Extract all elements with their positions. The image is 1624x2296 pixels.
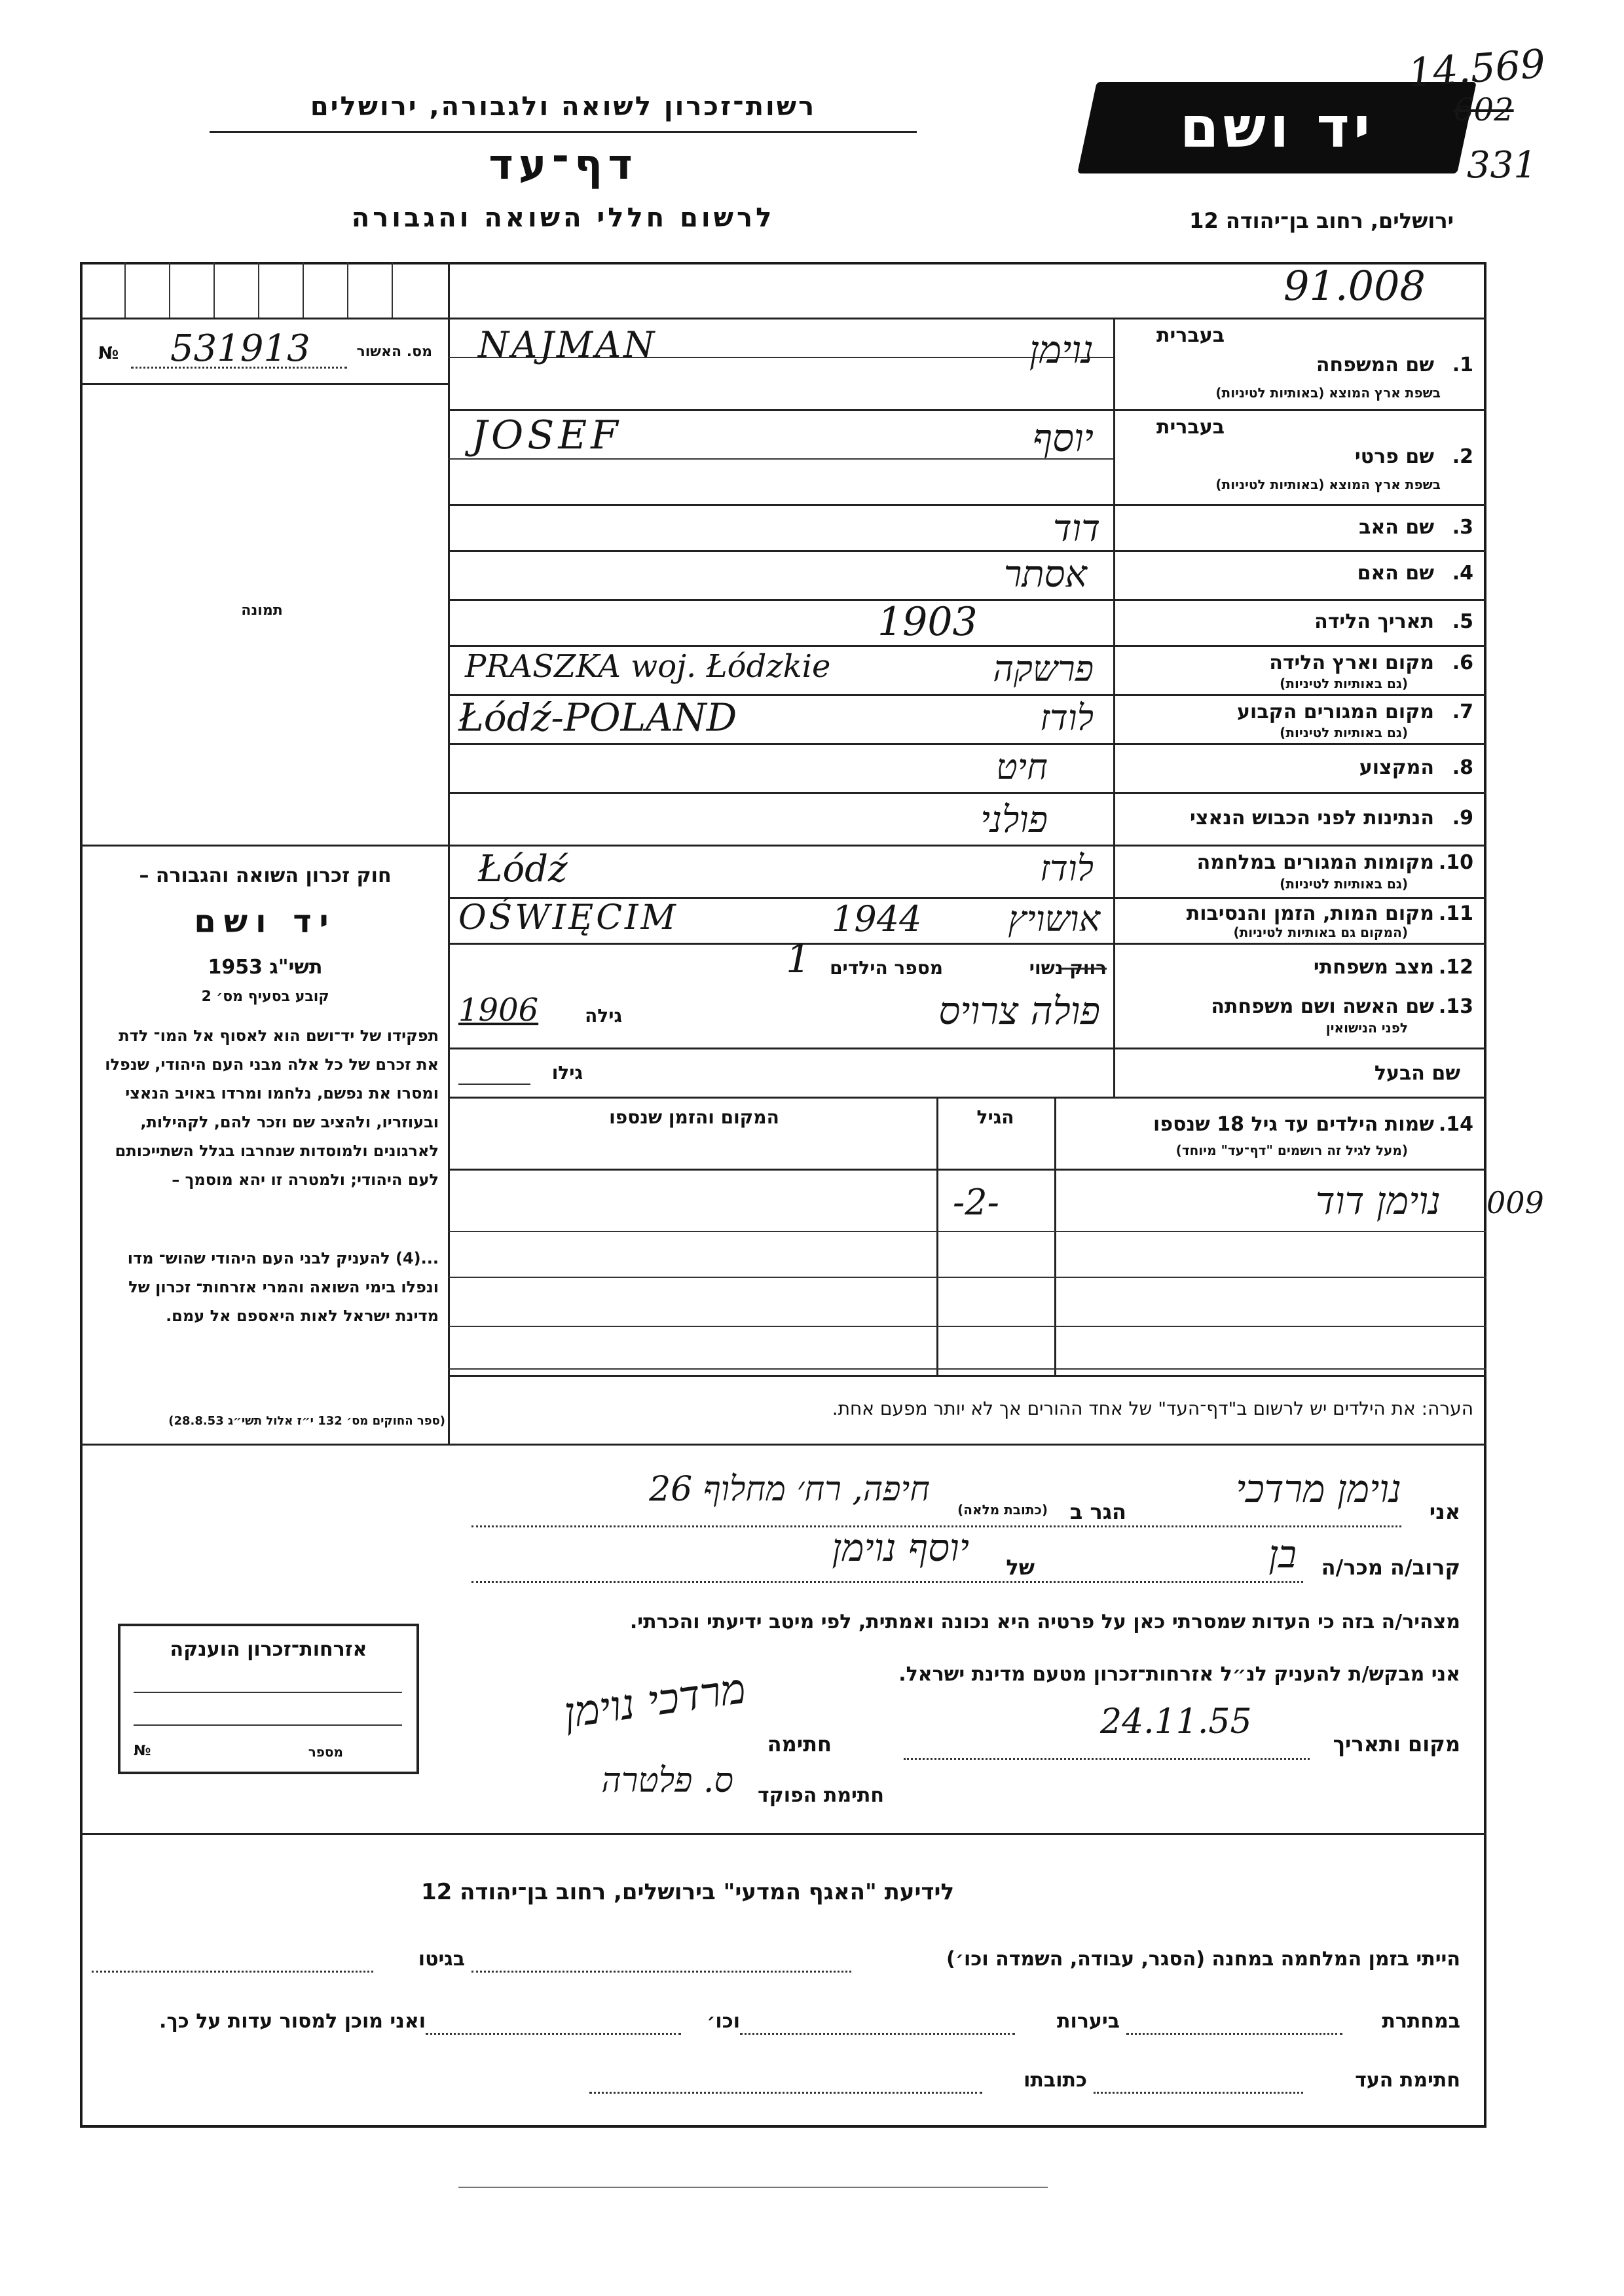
citizenship-box (118, 1624, 419, 1774)
field-5-num: 5. (1452, 610, 1473, 633)
field-6-num: 6. (1452, 651, 1473, 674)
row-sep (448, 409, 1486, 411)
law-name: יד ושם (194, 903, 337, 940)
info-dotted (471, 1971, 851, 1973)
decl-clerk-label: חתימת הפוקד (758, 1784, 884, 1807)
law-paragraph-1: תפקידו של יד־ושם הוא לאסוף אל המו־ לדת את זכרם של כל אלה מבני העם היהודי, שנפלו ומסרו את נפשם, נלחמו ומרדו באויב הנאצי ובעוזריו, ולהציב שם וזכר להם, לקהילות, לארגונים ולמוסדות שנחרבו בגלל השתייכותם לעם היהודי; ולמטרה זו יהא מוסמך – (105, 1027, 439, 1189)
decl-of-label: של (1006, 1555, 1035, 1580)
field-6-label: מקום וארץ הלידה (1269, 651, 1434, 674)
strip-cell (258, 262, 259, 318)
info-line2-d: ואני מוכן למסור עדות על כך. (159, 2010, 426, 2033)
field-4-value: אסתר (1003, 553, 1087, 596)
field-12-num: 12. (1438, 956, 1473, 979)
left-column-divider (448, 262, 450, 1444)
law-title: חוק זכרון השואה והגבורה – (139, 864, 392, 887)
field-13-label: שם האשה ושם משפחתה (1211, 995, 1434, 1018)
field-11-latin: OŚWIĘCIM (458, 898, 678, 938)
field-8-label: המקצוע (1359, 756, 1434, 779)
row-sep (448, 504, 1486, 506)
info-dotted (740, 2033, 1015, 2035)
child-age: -2- (953, 1182, 999, 1223)
row-sep (448, 1097, 1486, 1099)
info-dotted (426, 2033, 681, 2035)
field-10-sublabel: (גם באותיות לטיניות) (1280, 876, 1408, 892)
children-title: שמות הילדים עד גיל 18 שנספו (1153, 1113, 1434, 1136)
field-10-latin: Łódź (478, 848, 568, 890)
decl-relation: בן (1268, 1532, 1297, 1576)
field-1-num: 1. (1452, 354, 1473, 376)
field-11-sublabel: (המקום גם באותיות לטיניות) (1233, 924, 1408, 940)
info-dotted (1094, 2092, 1303, 2094)
children-col-place: המקום והזמן שנספו (609, 1106, 779, 1128)
field-2-sublabel: בשפת ארץ המוצא (באותיות לטיניות) (1215, 477, 1441, 492)
field-11-hebrew: אושויץ (1008, 898, 1100, 939)
field-12-options: רווק נשוי (1029, 957, 1107, 979)
field-7-hebrew: לודז (1039, 697, 1094, 738)
strip-cell (213, 262, 215, 318)
field-7-sublabel: (גם באותיות לטיניות) (1280, 725, 1408, 740)
strip-cell (392, 262, 393, 318)
citizenship-line (134, 1692, 402, 1693)
children-row-line (448, 1277, 1486, 1278)
field-3-label: שם האב (1359, 516, 1434, 539)
child-page-ref: 009 (1486, 1185, 1544, 1220)
field-2-in-hebrew: בעברית (1156, 416, 1225, 439)
field-3-value: דוד (1052, 507, 1100, 550)
citizenship-title: אזרחות־זכרון הוענקה (170, 1638, 367, 1661)
note-bottom-line (80, 1444, 1486, 1446)
top-strip-bottom (80, 318, 448, 319)
approval-value: 531913 (170, 327, 310, 370)
field-11-label: מקום המות, הזמן והנסיבות (1186, 902, 1434, 925)
decl-address-hint: (כתובת מלאה) (957, 1502, 1048, 1518)
field-1-hebrew: נוימן (1029, 327, 1094, 372)
info-dotted (589, 2092, 982, 2094)
field-13-sublabel: לפני הנישואין (1325, 1020, 1408, 1036)
citizenship-num-label: מספר (308, 1744, 343, 1760)
field-12-children-value: 1 (786, 936, 811, 982)
field-7-latin: Łódź-POLAND (458, 695, 737, 740)
citizenship-line (134, 1724, 402, 1726)
info-title: לידיעת "האגף המדעי" בירושלים, רחוב בן־יהודה 12 (420, 1879, 955, 1905)
law-clause: קובע בסעיף מס׳ 2 (201, 989, 329, 1005)
decl-date: 24.11.55 (1100, 1702, 1252, 1741)
archive-number-2: 331 (1467, 144, 1537, 187)
info-dotted (1126, 2033, 1342, 2035)
decl-statement: מצהיר/ה בזה כי העדות שמסרתי כאן על פרטיה היא נכונה ואמתית, לפי מיטב ידיעתי והכרתי. (629, 1611, 1460, 1633)
children-subtitle: (מעל לגיל זה רושמים "דף־עד" מיוחד) (1175, 1142, 1408, 1158)
field-6-sublabel: (גם באותיות לטיניות) (1280, 676, 1408, 691)
row-sep (448, 550, 1486, 552)
info-line1-a: הייתי בזמן המלחמה במחנה (הסגר, עבודה, השמדה וכו׳) (946, 1948, 1460, 1971)
row-sep (448, 792, 1486, 794)
field-11-num: 11. (1438, 902, 1473, 925)
field-13-age: 1906 (458, 992, 539, 1029)
strip-cell (303, 262, 304, 318)
field-13-value: פולה צרויס (938, 989, 1100, 1033)
row-sep (448, 845, 1486, 847)
field-10-label: מקומות המגורים במלחמה (1196, 851, 1434, 874)
children-header-bottom (448, 1169, 1486, 1171)
field-8-value: חיט (996, 746, 1048, 788)
field-5-value: 1903 (877, 599, 978, 645)
field-3-num: 3. (1452, 516, 1473, 539)
field-1-sublabel: בשפת ארץ המוצא (באותיות לטיניות) (1215, 385, 1441, 401)
husband-age-label: גילו (551, 1062, 583, 1084)
decl-i-label: אני (1429, 1499, 1460, 1524)
note-top-line (448, 1375, 1486, 1377)
decl-date-line (904, 1758, 1310, 1760)
field-12-strike (1061, 968, 1107, 970)
form-subtitle: לרשום חללי השואה והגבורה (351, 203, 775, 233)
field-2-hebrew: יוסף (1032, 416, 1094, 460)
info-top-line (80, 1833, 1486, 1835)
decl-resides-label: הגר ב (1069, 1499, 1126, 1524)
children-row-line (448, 1326, 1486, 1327)
children-col-age: הגיל (976, 1106, 1014, 1128)
page-number: 91.008 (1283, 262, 1426, 310)
info-line1-b: בגיטו (418, 1948, 465, 1971)
info-dotted (92, 1971, 373, 1973)
decl-of-name: יוסף נוימן (832, 1525, 969, 1570)
scan-bottom-line (458, 2187, 1048, 2188)
field-10-num: 10. (1438, 851, 1473, 874)
label-column-divider (1113, 318, 1115, 1097)
field-12-label: מצב משפחתי (1313, 956, 1434, 979)
approval-num-prefix: № (98, 344, 119, 363)
logo-text: יד ושם (1179, 95, 1375, 160)
strip-cell (169, 262, 170, 318)
field-2-label: שם פרטי (1354, 445, 1434, 468)
law-year: תשי"ג 1953 (208, 956, 323, 979)
field-13-age-label: גילה (585, 1005, 622, 1027)
archive-number: 14.569 (1406, 41, 1547, 97)
photo-box-bottom (80, 845, 448, 847)
info-line3-b: כתובתו (1024, 2069, 1087, 2092)
info-line2-c: וכו׳ (707, 2010, 740, 2033)
decl-place-date-label: מקום ותאריך (1333, 1732, 1460, 1757)
field-11-year: 1944 (832, 898, 922, 939)
photo-label: תמונה (241, 602, 283, 619)
field-4-num: 4. (1452, 562, 1473, 585)
info-line3-a: חתימת העד (1355, 2069, 1460, 2092)
authority-title: רשות־זכרון לשואה ולגבורה, ירושלים (310, 92, 817, 122)
row-sep (448, 743, 1486, 745)
approval-dotted-line (131, 367, 347, 369)
law-footnote: (ספר החוקים מס׳ 132 י״ז אלול תשי״ג 28.8.53) (168, 1414, 445, 1428)
approval-row-bottom (80, 383, 448, 385)
field-8-num: 8. (1452, 756, 1473, 779)
children-row-line (448, 1368, 1486, 1370)
row-sep (448, 645, 1486, 647)
children-col-divider-2 (1054, 1097, 1056, 1375)
field-7-num: 7. (1452, 701, 1473, 723)
row-sep (448, 1048, 1486, 1049)
field-9-num: 9. (1452, 807, 1473, 829)
children-num: 14. (1438, 1113, 1473, 1136)
field-6-latin: PRASZKA woj. Łódzkie (465, 648, 831, 685)
row-sep (448, 943, 1486, 945)
field-4-label: שם האם (1357, 562, 1434, 585)
strip-cell (124, 262, 126, 318)
field-2-latin: JOSEF (471, 412, 622, 458)
child-name: נוימן דוד (1315, 1178, 1441, 1223)
info-line2-b: ביערות (1057, 2010, 1120, 2033)
form-title: דף־עד (489, 141, 638, 189)
field-6-hebrew: פרשקה (993, 648, 1094, 689)
decl-clerk-signature: ס. פלטרה (601, 1761, 733, 1800)
decl-signature: מרדכי נוימן (561, 1664, 749, 1738)
decl-signature-label: חתימה (767, 1732, 832, 1757)
decl-request: אני מבקש/ת להעניק לנ״ל אזרחות־זכרון מטעם מדינת ישראל. (898, 1663, 1460, 1686)
citizenship-num-prefix: № (134, 1743, 151, 1759)
strip-cell (347, 262, 348, 318)
husband-label: שם הבעל (1374, 1062, 1460, 1085)
archive-number-crossed: 602 (1454, 92, 1514, 128)
children-col-divider-1 (936, 1097, 938, 1375)
field-1-label: שם המשפחה (1316, 354, 1434, 376)
field-1-latin: NAJMAN (478, 324, 657, 365)
decl-line-2 (471, 1581, 1303, 1583)
law-paragraph-2: ...(4) להעניק לבני העם היהודי שהוש־ מדו ונפלו בימי השואה והמרי אזרחות־ זכרון של מדינת ישראל לאות היאספם אל עמם. (127, 1249, 439, 1325)
approval-label: מס. האשור (356, 344, 432, 360)
decl-relative-label: קרוב/ה מכר/ה (1321, 1555, 1460, 1580)
note: הערה: את הילדים יש לרשום ב"דף־העד" של אחד ההורים אך לא יותר מפעם אחת. (832, 1398, 1473, 1419)
field-5-label: תאריך הלידה (1314, 610, 1434, 633)
top-row-bottom (448, 318, 1486, 319)
header-address: ירושלים, רחוב בן־יהודה 12 (1189, 208, 1454, 233)
field-12-children-label: מספר הילדים (830, 957, 943, 979)
husband-age-line (458, 1084, 530, 1085)
field-1-in-hebrew: בעברית (1156, 324, 1225, 347)
field-10-hebrew: לודז (1039, 848, 1094, 889)
info-line2-a: במחתרת (1382, 2010, 1460, 2033)
field-7-label: מקום המגורים הקבוע (1237, 701, 1434, 723)
field-9-label: הנתינות לפני הכבוש הנאצי (1190, 807, 1434, 829)
field-13-num: 13. (1438, 995, 1473, 1018)
field-2-num: 2. (1452, 445, 1473, 468)
field-9-value: פולני (980, 799, 1048, 841)
children-row-line (448, 1231, 1486, 1232)
authority-underline (210, 131, 917, 133)
decl-address: חיפה, רח׳ מחלוף 26 (649, 1470, 930, 1509)
decl-declarant: נוימן מרדכי (1236, 1467, 1401, 1511)
